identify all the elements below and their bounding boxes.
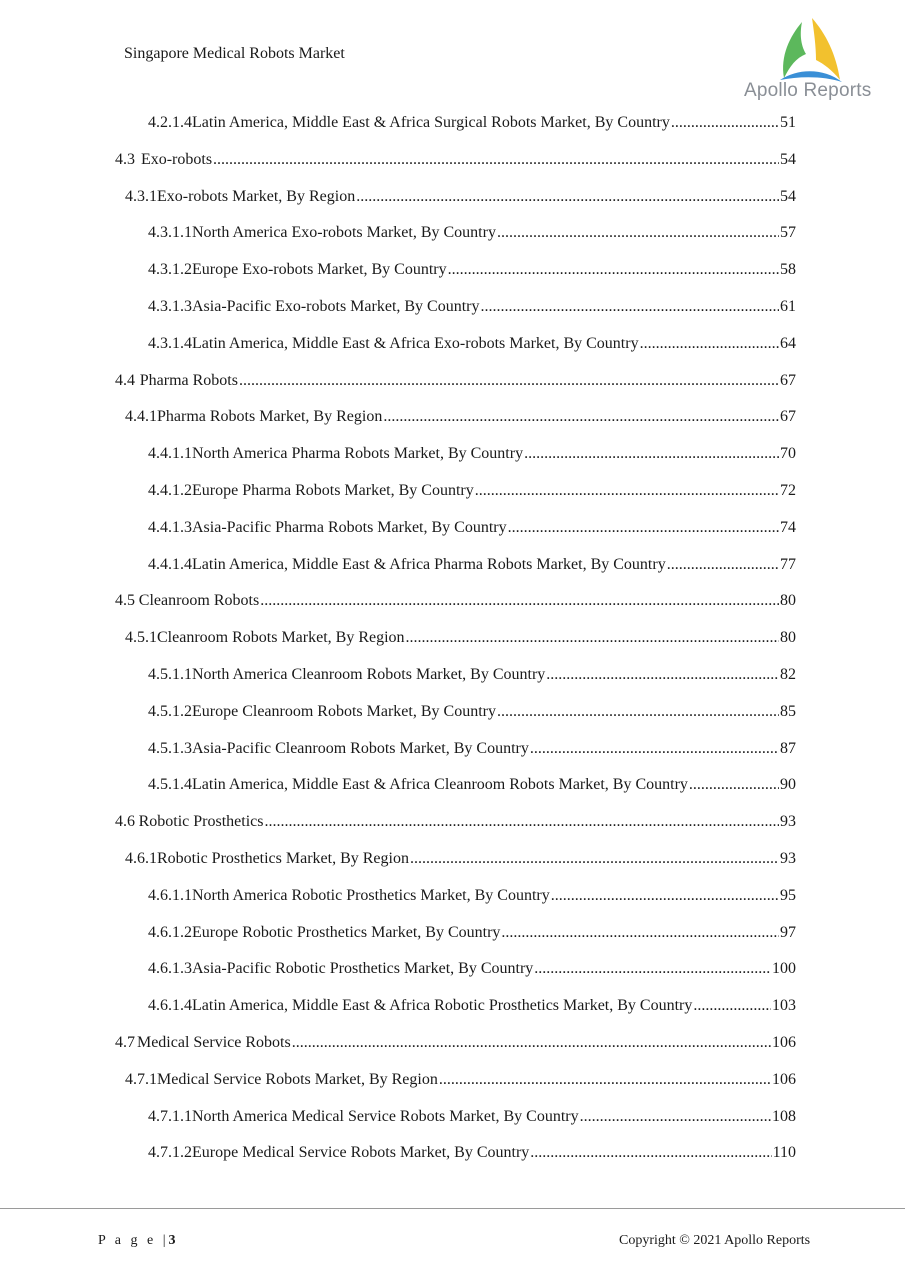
toc-dot-leader — [497, 224, 779, 242]
toc-entry-title: Latin America, Middle East & Africa Surgical Robots Market, By Country — [192, 114, 670, 131]
toc-entry-number: 4.4 — [115, 371, 135, 389]
toc-dot-leader — [524, 445, 779, 463]
toc-entry-number: 4.3.1.2 — [148, 261, 192, 279]
toc-entry-title: Pharma Robots — [139, 371, 238, 389]
toc-entry-title: Exo-robots — [140, 150, 213, 168]
toc-entry-page: 93 — [780, 850, 796, 867]
toc-entry-number: 4.4.1 — [125, 408, 157, 426]
toc-entry-title: Europe Pharma Robots Market, By Country — [192, 482, 474, 499]
toc-entry[interactable] — [148, 960, 796, 984]
toc-entry[interactable] — [148, 1108, 796, 1132]
toc-entry-page: 54 — [780, 187, 796, 205]
toc-dot-leader — [213, 151, 779, 169]
toc-entry-page: 70 — [780, 445, 796, 463]
toc-dot-leader — [534, 960, 771, 978]
toc-dot-leader — [689, 776, 779, 794]
toc-entry[interactable] — [148, 666, 796, 690]
toc-entry-number: 4.6 — [115, 813, 135, 831]
toc-entry[interactable] — [125, 850, 796, 874]
toc-entry-page: 90 — [780, 776, 796, 794]
toc-entry-page: 77 — [780, 555, 796, 573]
toc-entry-page: 80 — [780, 592, 796, 610]
toc-entry-title: North America Medical Service Robots Market, By Country — [192, 1107, 579, 1125]
toc-entry-page: 61 — [780, 298, 796, 315]
toc-entry[interactable] — [125, 408, 796, 432]
toc-entry[interactable] — [115, 592, 796, 616]
toc-entry-number: 4.2.1.4 — [148, 114, 192, 131]
toc-dot-leader — [551, 887, 779, 905]
toc-entry-title: Asia-Pacific Pharma Robots Market, By Country — [192, 518, 507, 536]
toc-entry[interactable] — [115, 1034, 796, 1058]
toc-dot-leader — [497, 703, 779, 721]
document-title: Singapore Medical Robots Market — [124, 45, 345, 62]
toc-entry[interactable] — [148, 924, 796, 948]
toc-dot-leader — [406, 629, 779, 647]
toc-dot-leader — [640, 335, 779, 353]
toc-entry-number: 4.6.1.1 — [148, 886, 192, 904]
toc-entry[interactable] — [148, 1144, 796, 1168]
toc-entry-title: Europe Medical Service Robots Market, By Country — [192, 1144, 530, 1162]
toc-dot-leader — [546, 666, 779, 684]
toc-dot-leader — [501, 924, 779, 942]
toc-entry-number: 4.6.1.3 — [148, 960, 192, 978]
toc-entry-page: 54 — [780, 150, 796, 168]
toc-entry-page: 85 — [780, 702, 796, 720]
toc-entry-number: 4.7.1.2 — [148, 1144, 192, 1162]
page-label: P a g e | — [98, 1233, 169, 1248]
toc-entry-page: 57 — [780, 224, 796, 242]
toc-entry[interactable] — [148, 519, 796, 543]
toc-entry-title: Latin America, Middle East & Africa Robotic Prosthetics Market, By Country — [192, 997, 693, 1015]
toc-entry[interactable] — [148, 224, 796, 248]
toc-entry-title: North America Robotic Prosthetics Market, By Country — [192, 886, 550, 904]
toc-dot-leader — [508, 519, 779, 537]
toc-entry[interactable] — [148, 445, 796, 469]
toc-entry-title: Cleanroom Robots Market, By Region — [157, 629, 405, 647]
page-number: 3 — [168, 1233, 176, 1248]
toc-entry-page: 95 — [780, 886, 796, 904]
toc-dot-leader — [693, 997, 771, 1015]
toc-entry-number: 4.3 — [115, 150, 135, 168]
toc-entry[interactable] — [148, 556, 796, 580]
toc-entry-title: Pharma Robots Market, By Region — [157, 408, 383, 426]
toc-entry-title: Medical Service Robots Market, By Region — [157, 1070, 438, 1088]
toc-dot-leader — [410, 850, 779, 868]
toc-dot-leader — [448, 261, 779, 279]
toc-entry-page: 72 — [780, 482, 796, 499]
toc-entry-number: 4.3.1.3 — [148, 298, 192, 315]
toc-entry[interactable] — [125, 629, 796, 653]
toc-entry-number: 4.7.1.1 — [148, 1107, 192, 1125]
toc-entry[interactable] — [115, 151, 796, 175]
toc-dot-leader — [264, 813, 779, 831]
toc-entry-page: 106 — [772, 1034, 796, 1051]
toc-entry-page: 82 — [780, 666, 796, 683]
toc-entry-title: Cleanroom Robots — [138, 592, 260, 610]
toc-dot-leader — [580, 1108, 771, 1126]
footer-divider — [0, 1208, 905, 1209]
toc-entry-page: 67 — [780, 408, 796, 426]
toc-dot-leader — [356, 188, 779, 206]
toc-entry-page: 51 — [780, 114, 796, 131]
toc-entry-number: 4.3.1.4 — [148, 334, 192, 352]
footer-page-number — [98, 1233, 176, 1249]
toc-entry-number: 4.7 — [115, 1034, 135, 1051]
toc-dot-leader — [667, 556, 779, 574]
toc-entry-title: Asia-Pacific Exo-robots Market, By Country — [192, 298, 480, 315]
toc-entry-page: 110 — [772, 1144, 796, 1162]
toc-entry-page: 100 — [772, 960, 796, 978]
toc-entry[interactable] — [148, 997, 796, 1021]
toc-entry-title: Latin America, Middle East & Africa Cleanroom Robots Market, By Country — [192, 776, 688, 794]
toc-entry-number: 4.4.1.4 — [148, 555, 192, 573]
toc-entry[interactable] — [148, 335, 796, 359]
toc-entry-title: Latin America, Middle East & Africa Pharma Robots Market, By Country — [192, 555, 666, 573]
toc-entry-title: Europe Cleanroom Robots Market, By Country — [192, 702, 496, 720]
toc-entry-title: Medical Service Robots — [136, 1034, 291, 1051]
toc-entry[interactable] — [125, 1071, 796, 1095]
toc-entry-title: Latin America, Middle East & Africa Exo-robots Market, By Country — [192, 334, 639, 352]
toc-dot-leader — [481, 298, 780, 316]
toc-entry-number: 4.5.1.3 — [148, 739, 192, 757]
toc-entry-page: 58 — [780, 261, 796, 279]
toc-entry[interactable] — [148, 740, 796, 764]
toc-entry-page: 97 — [780, 923, 796, 941]
toc-entry-number: 4.6.1.4 — [148, 997, 192, 1015]
toc-entry-number: 4.3.1.1 — [148, 224, 192, 242]
toc-dot-leader — [439, 1071, 771, 1089]
toc-entry-number: 4.5.1.2 — [148, 702, 192, 720]
toc-entry-title: Asia-Pacific Robotic Prosthetics Market, By Country — [192, 960, 534, 978]
footer-copyright: Copyright © 2021 Apollo Reports — [619, 1233, 811, 1248]
toc-entry-number: 4.4.1.1 — [148, 445, 192, 463]
toc-entry-title: North America Pharma Robots Market, By Country — [192, 445, 524, 463]
toc-entry-page: 80 — [780, 629, 796, 647]
toc-dot-leader — [475, 482, 779, 500]
toc-entry-title: North America Cleanroom Robots Market, By Country — [192, 666, 546, 683]
toc-entry-page: 67 — [780, 371, 796, 389]
toc-entry[interactable] — [115, 813, 796, 837]
toc-entry-number: 4.3.1 — [125, 187, 157, 205]
toc-entry-title: North America Exo-robots Market, By Country — [192, 224, 496, 242]
toc-entry-page: 103 — [772, 997, 796, 1015]
toc-entry[interactable] — [125, 188, 796, 212]
toc-dot-leader — [239, 372, 779, 390]
toc-entry-number: 4.7.1 — [125, 1070, 157, 1088]
toc-entry-title: Asia-Pacific Cleanroom Robots Market, By Country — [192, 739, 529, 757]
toc-dot-leader — [383, 408, 779, 426]
toc-entry[interactable] — [148, 261, 796, 285]
toc-entry-page: 87 — [780, 739, 796, 757]
toc-entry-page: 108 — [772, 1107, 796, 1125]
toc-entry-title: Robotic Prosthetics — [138, 813, 264, 831]
toc-entry-number: 4.4.1.2 — [148, 482, 192, 499]
toc-entry[interactable] — [115, 372, 796, 396]
toc-entry-number: 4.5 — [115, 592, 135, 610]
toc-dot-leader — [671, 114, 779, 132]
toc-entry-title: Exo-robots Market, By Region — [157, 187, 356, 205]
toc-entry-page: 74 — [780, 518, 796, 536]
toc-entry[interactable] — [148, 776, 796, 800]
toc-entry[interactable] — [148, 114, 796, 138]
toc-entry-number: 4.6.1.2 — [148, 923, 192, 941]
toc-entry[interactable] — [148, 703, 796, 727]
toc-entry-number: 4.6.1 — [125, 850, 157, 867]
toc-dot-leader — [292, 1034, 771, 1052]
logo-wordmark: Apollo Reports — [744, 80, 872, 101]
toc-dot-leader — [260, 592, 779, 610]
toc-entry-title: Robotic Prosthetics Market, By Region — [157, 850, 409, 867]
toc-dot-leader — [530, 1144, 771, 1162]
toc-entry-number: 4.4.1.3 — [148, 518, 192, 536]
toc-entry[interactable] — [148, 298, 796, 322]
toc-entry[interactable] — [148, 887, 796, 911]
toc-entry-number: 4.5.1.4 — [148, 776, 192, 794]
toc-entry-page: 106 — [772, 1070, 796, 1088]
toc-dot-leader — [530, 740, 779, 758]
toc-entry[interactable] — [148, 482, 796, 506]
toc-entry-page: 64 — [780, 334, 796, 352]
toc-entry-number: 4.5.1.1 — [148, 666, 192, 683]
toc-entry-page: 93 — [780, 813, 796, 831]
toc-entry-number: 4.5.1 — [125, 629, 157, 647]
toc-entry-title: Europe Exo-robots Market, By Country — [192, 261, 447, 279]
toc-entry-title: Europe Robotic Prosthetics Market, By Country — [192, 923, 501, 941]
